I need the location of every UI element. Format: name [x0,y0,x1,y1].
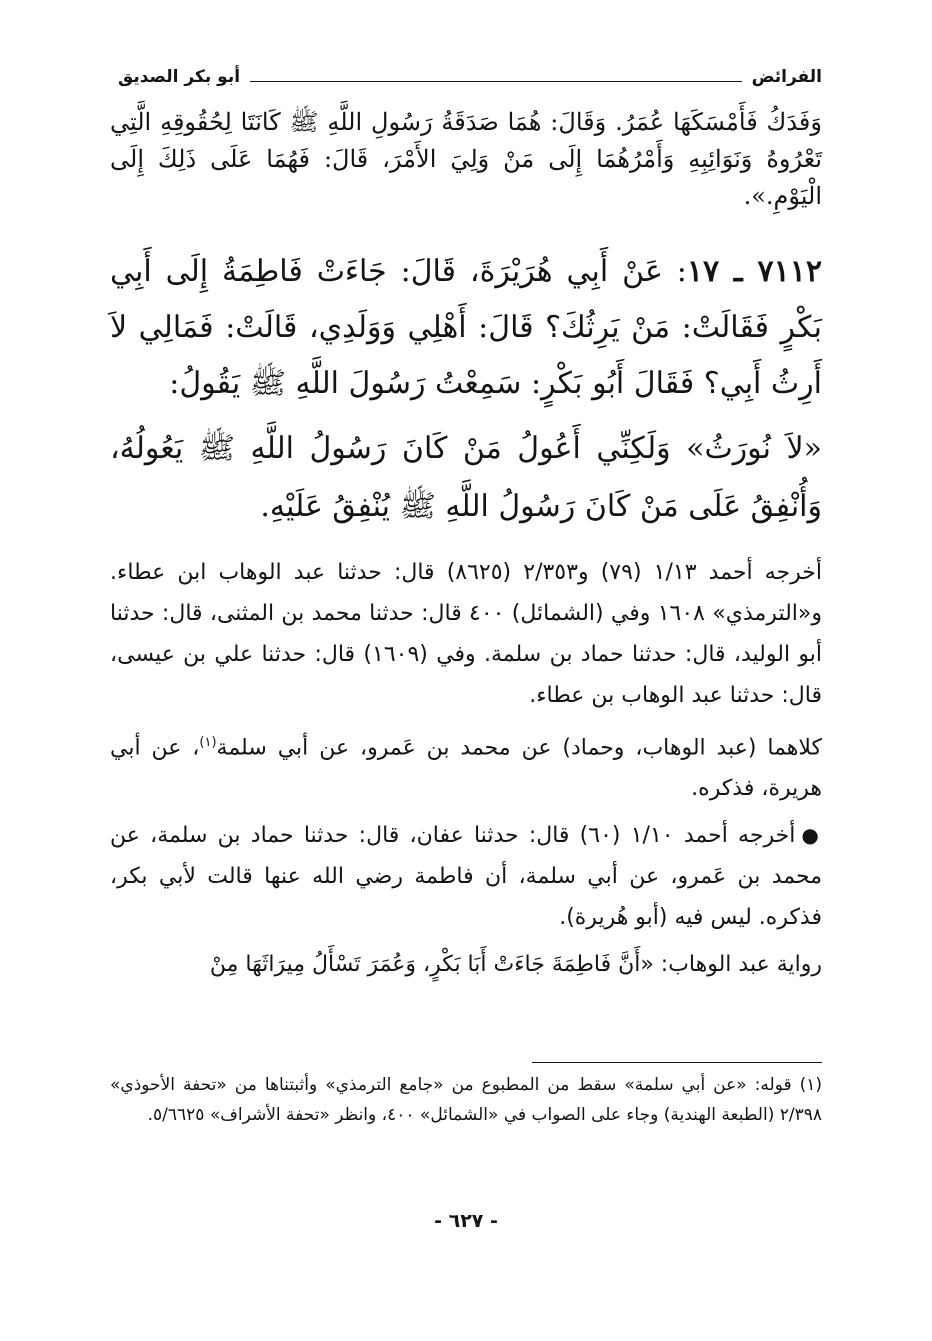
commentary-4-label: رواية عبد الوهاب: [653,952,822,978]
hadith-paragraph [110,244,822,412]
bullet-icon: ● [801,823,823,848]
commentary [110,552,822,985]
intro-text: وَفَدَكُ فَأَمْسَكَهَا عُمَرُ. وَقَالَ: هُمَا صَدَقَةُ رَسُولِ اللَّهِ ﷺ كَانَتَا لِحُقُوقِهِ الَّتِي تَعْرُوهُ وَنَوَائِبِهِ وَأَمْرُهُمَا إِلَى مَنْ وَلِيَ الأَمْرَ، قَالَ: فَهُمَا عَلَى ذَلِكَ إِلَى الْيَوْمِ.». [110,108,822,210]
page-number: - ٦٢٧ - [434,1210,498,1232]
commentary-3-text: أخرجه أحمد ١/١٠ (٦٠) قال: حدثنا عفان، قال: حدثنا حماد بن سلمة، عن محمد بن عَمرو، عن أبي سلمة، أن فاطمة رضي الله عنها قالت لأبي بكر، فذكره. ليس فيه (أبو هُريرة). [110,823,822,931]
footnote-reference[interactable]: (١) [199,735,217,750]
hadith-text: : عَنْ أَبِي هُرَيْرَةَ، قَالَ: جَاءَتْ فَاطِمَةُ إِلَى أَبِي بَكْرٍ فَقَالَتْ: مَنْ يَرِثُكَ؟ قَالَ: أَهْلِي وَوَلَدِي، قَالَتْ: فَمَالِي لاَ أَرِثُ أَبِي؟ فَقَالَ أَبُو بَكْرٍ: سَمِعْتُ رَسُولَ اللَّهِ ﷺ يَقُولُ: [110,254,822,401]
commentary-paragraph-1: أخرجه أحمد ١/١٣ (٧٩) و٢/٣٥٣ (٨٦٢٥) قال: حدثنا عبد الوهاب ابن عطاء. و«الترمذي» ١٦٠٨ وفي (الشمائل) ٤٠٠ قال: حدثنا محمد بن المثنى، قال: حدثنا أبو الوليد، قال: حدثنا حماد بن سلمة. وفي (١٦٠٩) قال: حدثنا علي بن عيسى، قال: حدثنا عبد الوهاب بن عطاء. [110,560,823,708]
hadith-number: ٧١١٢ ـ ١٧ [686,254,822,289]
footnote-divider [532,1062,822,1063]
footnotes [110,1070,822,1130]
header-rule [250,81,742,82]
commentary-paragraph-4 [110,944,822,985]
header-section-title: الفرائض [751,67,822,87]
intro-paragraph [110,104,822,215]
prophetic-saying: «لاَ نُورَثُ» وَلَكِنِّي أَعُولُ مَنْ كَانَ رَسُولُ اللَّهِ ﷺ يَعُولُهُ، وَأُنْفِقُ عَلَى مَنْ كَانَ رَسُولُ اللَّهِ ﷺ يُنْفِقُ عَلَيْهِ. [110,431,822,524]
footnote-1: (١) قوله: «عن أبي سلمة» سقط من المطبوع من «جامع الترمذي» وأثبتناها من «تحفة الأحوذي» ٢/٣٩٨ (الطبعة الهندية) وجاء على الصواب في «الشمائل» ٤٠٠، وانظر «تحفة الأشراف» ٥/٦٦٢٥. [110,1075,822,1125]
commentary-2-text-before: كلاهما (عبد الوهاب، وحماد) عن محمد بن عَمرو، عن أبي سلمة [216,735,822,761]
header-chapter-title: أبو بكر الصديق [118,67,241,87]
commentary-paragraph-2 [110,722,822,809]
running-header [118,60,822,94]
commentary-4-text: «أَنَّ فَاطِمَةَ جَاءَتْ أَبَا بَكْرٍ، وَعُمَرَ تَسْأَلُ مِيرَاثَهَا مِنْ [209,952,654,978]
commentary-2-text-after: ، عن أبي هريرة، فذكره. [110,735,822,802]
commentary-paragraph-3 [110,815,822,938]
hadith-entry [110,244,822,536]
